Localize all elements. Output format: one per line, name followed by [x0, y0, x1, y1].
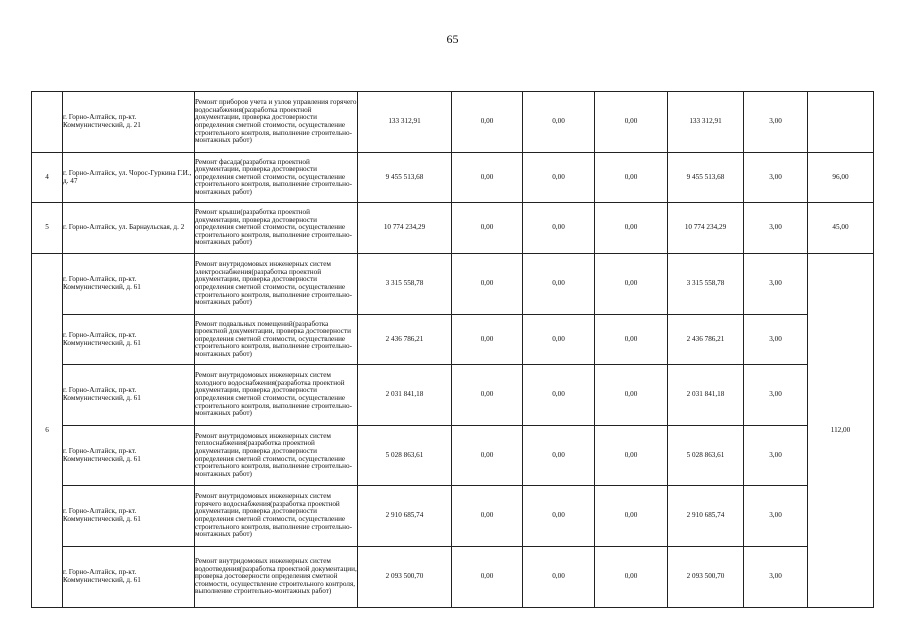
amount-cell: 112,00: [808, 254, 874, 608]
table-row: [32, 153, 874, 203]
total-cost-cell: 2 910 685,74: [358, 486, 452, 547]
rate-cell: 3,00: [744, 254, 808, 315]
value-cell: 0,00: [452, 426, 523, 486]
row-number: 6: [32, 254, 63, 608]
value-cell: 0,00: [452, 486, 523, 547]
work-description-cell: Ремонт подвальных помещений(разработка проектной документации, проверка достоверности определения сметной стоимости, осуществление строительного контроля, выполнение строительно-монтажных работ): [195, 315, 358, 365]
value-cell: 0,00: [523, 486, 595, 547]
address-cell: г. Горно-Алтайск, пр-кт. Коммунистический, д. 61: [63, 315, 195, 365]
table-row: [32, 254, 874, 315]
value-cell: 0,00: [523, 153, 595, 203]
fund-cost-cell: 2 436 786,21: [668, 315, 744, 365]
address-cell: г. Горно-Алтайск, пр-кт. Коммунистический, д. 61: [63, 426, 195, 486]
rate-cell: 3,00: [744, 203, 808, 254]
rate-cell: 3,00: [744, 365, 808, 426]
fund-cost-cell: 10 774 234,29: [668, 203, 744, 254]
value-cell: 0,00: [523, 547, 595, 608]
fund-cost-cell: 2 910 685,74: [668, 486, 744, 547]
work-description-cell: Ремонт внутридомовых инженерных систем водоотведения(разработка проектной документации, проверка достоверности определения сметной стоимости, осуществление строительного контроля, выполнение строительно-монтажных работ): [195, 547, 358, 608]
fund-cost-cell: 3 315 558,78: [668, 254, 744, 315]
value-cell: 0,00: [523, 315, 595, 365]
value-cell: 0,00: [523, 365, 595, 426]
total-cost-cell: 9 455 513,68: [358, 153, 452, 203]
amount-cell: 45,00: [808, 203, 874, 254]
rate-cell: 3,00: [744, 92, 808, 153]
total-cost-cell: 10 774 234,29: [358, 203, 452, 254]
value-cell: 0,00: [595, 153, 668, 203]
total-cost-cell: 2 031 841,18: [358, 365, 452, 426]
rate-cell: 3,00: [744, 153, 808, 203]
work-description-cell: Ремонт крыши(разработка проектной документации, проверка достоверности определения сметной стоимости, осуществление строительного контроля, выполнение строительно-монтажных работ): [195, 203, 358, 254]
rate-cell: 3,00: [744, 426, 808, 486]
table-row: [32, 365, 874, 426]
total-cost-cell: 133 312,91: [358, 92, 452, 153]
address-cell: г. Горно-Алтайск, пр-кт. Коммунистический, д. 21: [63, 92, 195, 153]
page-number: 65: [446, 32, 459, 46]
total-cost-cell: 2 093 500,70: [358, 547, 452, 608]
rate-cell: 3,00: [744, 315, 808, 365]
value-cell: 0,00: [523, 203, 595, 254]
work-description-cell: Ремонт фасада(разработка проектной документации, проверка достоверности определения сметной стоимости, осуществление строительного контроля, выполнение строительно-монтажных работ): [195, 153, 358, 203]
value-cell: 0,00: [452, 547, 523, 608]
value-cell: 0,00: [452, 153, 523, 203]
work-description-cell: Ремонт внутридомовых инженерных систем горячего водоснабжения(разработка проектной документации, проверка достоверности определения сметной стоимости, осуществление строительного контроля, выполнение строительно-монтажных работ): [195, 486, 358, 547]
total-cost-cell: 3 315 558,78: [358, 254, 452, 315]
value-cell: 0,00: [595, 486, 668, 547]
value-cell: 0,00: [452, 254, 523, 315]
fund-cost-cell: 133 312,91: [668, 92, 744, 153]
table-row: [32, 92, 874, 153]
address-cell: г. Горно-Алтайск, пр-кт. Коммунистический, д. 61: [63, 254, 195, 315]
total-cost-cell: 5 028 863,61: [358, 426, 452, 486]
row-number: [32, 92, 63, 153]
rate-cell: 3,00: [744, 486, 808, 547]
value-cell: 0,00: [595, 426, 668, 486]
work-description-cell: Ремонт внутридомовых инженерных систем электроснабжения(разработка проектной документации, проверка достоверности определения сметной стоимости, осуществление строительного контроля, выполнение строительно-монтажных работ): [195, 254, 358, 315]
total-cost-cell: 2 436 786,21: [358, 315, 452, 365]
value-cell: 0,00: [595, 92, 668, 153]
address-cell: г. Горно-Алтайск, пр-кт. Коммунистический, д. 61: [63, 486, 195, 547]
amount-cell: [808, 92, 874, 153]
table-row: [32, 426, 874, 486]
value-cell: 0,00: [595, 315, 668, 365]
table-row: [32, 486, 874, 547]
address-cell: г. Горно-Алтайск, пр-кт. Коммунистический, д. 61: [63, 365, 195, 426]
row-number: 5: [32, 203, 63, 254]
capital-repair-table: [31, 91, 874, 608]
table-row: [32, 315, 874, 365]
value-cell: 0,00: [523, 254, 595, 315]
value-cell: 0,00: [452, 92, 523, 153]
work-description-cell: Ремонт приборов учета и узлов управления горячего водоснабжения(разработка проектной документации, проверка достоверности определения сметной стоимости, осуществление строительного контроля, выполнение строительно-монтажных работ): [195, 92, 358, 153]
work-description-cell: Ремонт внутридомовых инженерных систем холодного водоснабжения(разработка проектной документации, проверка достоверности определения сметной стоимости, осуществление строительного контроля, выполнение строительно-монтажных работ): [195, 365, 358, 426]
rate-cell: 3,00: [744, 547, 808, 608]
fund-cost-cell: 2 093 500,70: [668, 547, 744, 608]
value-cell: 0,00: [452, 315, 523, 365]
table-row: [32, 203, 874, 254]
table-row: [32, 547, 874, 608]
value-cell: 0,00: [595, 365, 668, 426]
row-number: 4: [32, 153, 63, 203]
value-cell: 0,00: [452, 365, 523, 426]
fund-cost-cell: 9 455 513,68: [668, 153, 744, 203]
value-cell: 0,00: [523, 426, 595, 486]
work-description-cell: Ремонт внутридомовых инженерных систем теплоснабжения(разработка проектной документации, проверка достоверности определения сметной стоимости, осуществление строительного контроля, выполнение строительно-монтажных работ): [195, 426, 358, 486]
value-cell: 0,00: [595, 254, 668, 315]
address-cell: г. Горно-Алтайск, ул. Чорос-Гуркина Г.И., д. 47: [63, 153, 195, 203]
address-cell: г. Горно-Алтайск, ул. Барнаульская, д. 2: [63, 203, 195, 254]
value-cell: 0,00: [523, 92, 595, 153]
address-cell: г. Горно-Алтайск, пр-кт. Коммунистический, д. 61: [63, 547, 195, 608]
value-cell: 0,00: [595, 203, 668, 254]
value-cell: 0,00: [452, 203, 523, 254]
fund-cost-cell: 2 031 841,18: [668, 365, 744, 426]
value-cell: 0,00: [595, 547, 668, 608]
amount-cell: 96,00: [808, 153, 874, 203]
fund-cost-cell: 5 028 863,61: [668, 426, 744, 486]
